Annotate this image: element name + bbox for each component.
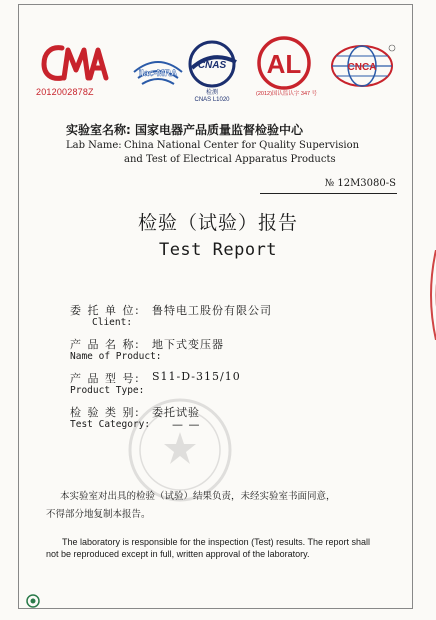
statement-cn-line1: 本实验室对出具的检验（试验）结果负责，未经实验室书面同意， [60, 491, 336, 502]
test-category-value: 委托试验 [152, 406, 200, 419]
client-label-en: Client: [92, 317, 133, 328]
report-title-cn: 检验（试验）报告 [137, 212, 298, 234]
report-number: № 12M3080-S [324, 178, 396, 189]
product-name-label-en: Name of Product: [70, 351, 162, 362]
product-type-value: S11-D-315/10 [152, 370, 241, 383]
report-number-rule [260, 193, 397, 194]
lab-value-en-line1: China National Center for Quality Supervision [124, 140, 360, 151]
svg-text:AL: AL [266, 49, 302, 79]
statement-en-line2: not be reproduced except in full, written approval of the laboratory. [46, 549, 310, 559]
test-category-label-en: Test Category: [70, 419, 151, 430]
svg-text:ilac-MRA: ilac-MRA [138, 68, 178, 78]
client-label-cn: 委 托 单 位: [70, 304, 141, 317]
report-title-en: Test Report [158, 240, 278, 260]
product-type-label-en: Product Type: [70, 385, 145, 396]
lab-name-en [66, 140, 360, 151]
test-category-label-cn: 检 验 类 别: [70, 406, 141, 419]
client-value: 鲁特电工股份有限公司 [152, 304, 272, 317]
cnca-globe-logo-icon [326, 42, 398, 90]
statement-cn-line2: 不得部分地复制本报告。 [46, 509, 151, 520]
product-name-value: 地下式变压器 [152, 338, 224, 351]
al-logo-icon [253, 36, 315, 94]
svg-text:CNAS: CNAS [197, 60, 227, 71]
statement-en-line1: The laboratory is responsible for the inspection (Test) results. The report shall [62, 537, 370, 547]
cnas-label [184, 90, 240, 104]
cnas-logo-icon [180, 38, 244, 98]
cma-number: 2012002878Z [36, 87, 94, 97]
lab-value-cn: 国家电器产品质量监督检验中心 [135, 123, 304, 137]
test-category-value-en: — — [172, 418, 201, 431]
lab-value-en-line2: and Test of Electrical Apparatus Products [124, 154, 336, 165]
lab-label-en: Lab Name: [66, 140, 122, 151]
lab-label-cn: 实验室名称: [66, 123, 131, 137]
ilac-mra-logo-icon [128, 50, 188, 96]
lab-name-cn [66, 121, 303, 138]
corner-seal-icon [26, 594, 40, 608]
cnas-sub-cn: 检测 [205, 90, 218, 96]
al-note: (2012)国认监认字 347 号 [256, 91, 318, 97]
product-type-label-cn: 产 品 型 号: [70, 372, 141, 385]
product-name-label-cn: 产 品 名 称: [70, 338, 141, 351]
edge-seal-icon [424, 250, 436, 340]
svg-text:CNCA: CNCA [347, 62, 377, 73]
cnas-sub: CNAS L1020 [194, 97, 230, 103]
